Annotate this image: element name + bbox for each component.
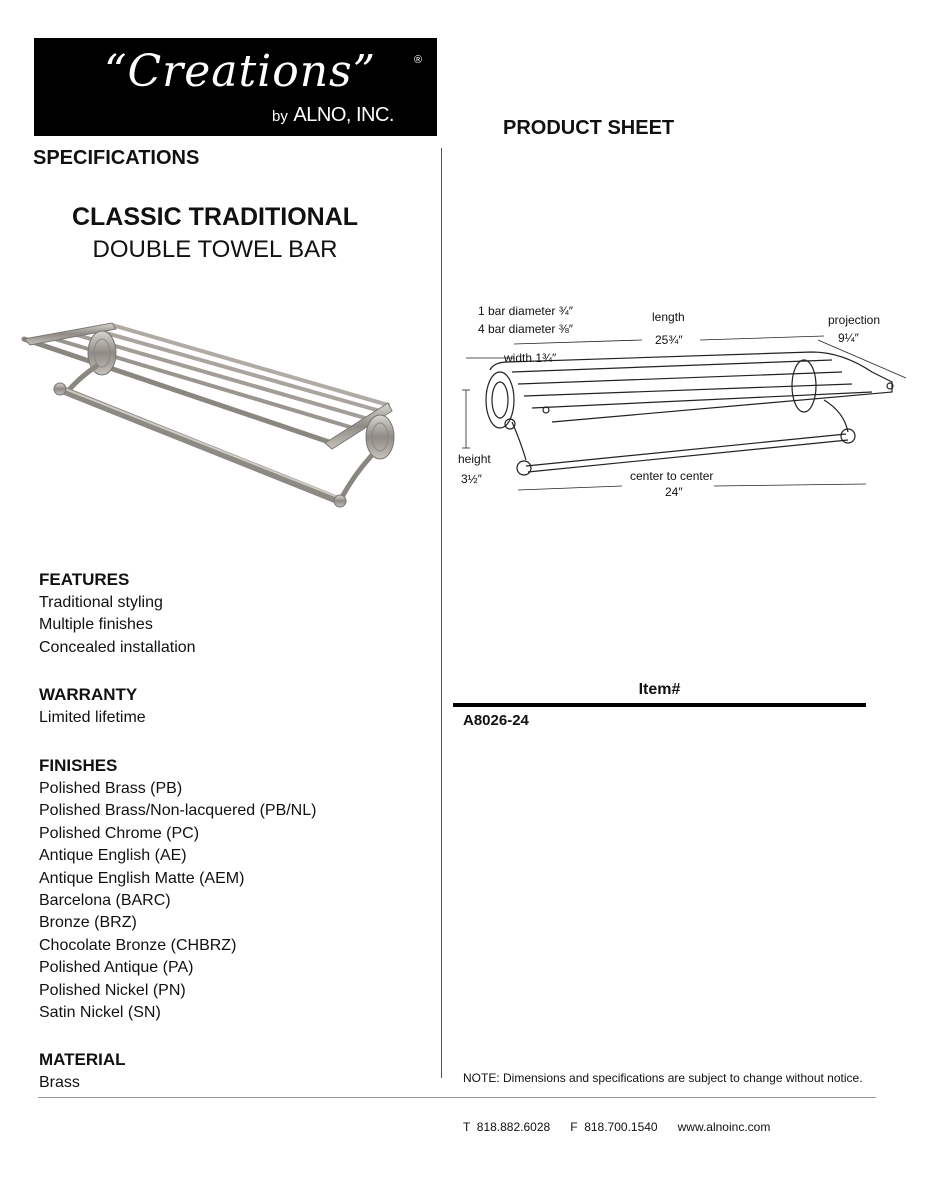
projection-value: 9¼″ <box>838 331 859 345</box>
feature-item: Multiple finishes <box>39 616 153 634</box>
bar4-diameter-label: 4 bar diameter ⅜″ <box>478 322 573 336</box>
warranty-heading: WARRANTY <box>39 685 138 704</box>
company-logo <box>34 38 437 136</box>
warranty-item: Limited lifetime <box>39 709 146 726</box>
finish-item: Chocolate Bronze (CHBRZ) <box>39 936 237 954</box>
features-section <box>39 568 196 659</box>
product-title: CLASSIC TRADITIONAL <box>71 203 359 231</box>
footer-divider <box>38 1097 876 1098</box>
dimension-diagram <box>452 300 922 510</box>
logo-company: ALNO, INC. <box>293 104 394 126</box>
finish-item: Bronze (BRZ) <box>39 914 137 932</box>
item-number-rule <box>453 703 866 707</box>
finishes-section <box>39 754 316 1024</box>
finish-item: Polished Brass (PB) <box>39 780 183 797</box>
finishes-heading: FINISHES <box>39 756 118 775</box>
feature-item: Concealed installation <box>39 638 196 656</box>
website-link[interactable]: www.alnoinc.com <box>677 1120 771 1134</box>
disclaimer-note: NOTE: Dimensions and specifications are subject to change without notice. <box>463 1071 863 1085</box>
logo-registered-mark: ® <box>414 54 423 66</box>
finish-item: Polished Brass/Non-lacquered (PB/NL) <box>39 802 317 820</box>
center-to-center-value: 24″ <box>665 485 683 499</box>
height-value: 3½″ <box>461 472 482 486</box>
logo-wordmark: “Creations” <box>104 46 377 97</box>
finish-item: Polished Antique (PA) <box>39 959 194 977</box>
material-heading: MATERIAL <box>39 1050 126 1069</box>
height-label: height <box>458 452 491 466</box>
vertical-divider <box>441 148 442 1078</box>
specifications-heading: SPECIFICATIONS <box>33 147 200 169</box>
logo-byline <box>272 104 394 127</box>
finish-item: Polished Nickel (PN) <box>39 981 186 999</box>
width-label: width 1¾″ <box>504 351 557 365</box>
fax-number: F 818.700.1540 <box>570 1120 658 1134</box>
item-number-code: A8026-24 <box>463 712 529 729</box>
length-label: length <box>652 310 685 324</box>
item-number-label: Item# <box>638 681 681 698</box>
material-section <box>39 1048 126 1094</box>
length-value: 25¾″ <box>655 333 683 347</box>
projection-label: projection <box>828 313 881 327</box>
finish-item: Polished Chrome (PC) <box>39 824 200 842</box>
features-heading: FEATURES <box>39 570 130 589</box>
center-to-center-label: center to center <box>630 469 714 483</box>
phone-number: T 818.882.6028 <box>463 1120 551 1134</box>
logo-by: by <box>272 108 288 125</box>
finish-item: Antique English (AE) <box>39 847 187 865</box>
finish-item: Barcelona (BARC) <box>39 892 171 910</box>
contact-footer <box>463 1120 770 1134</box>
product-photo <box>20 315 400 515</box>
feature-item: Traditional styling <box>39 594 163 611</box>
warranty-section <box>39 683 146 729</box>
product-subtitle: DOUBLE TOWEL BAR <box>92 236 338 263</box>
product-sheet-heading: PRODUCT SHEET <box>503 117 675 139</box>
finish-item: Antique English Matte (AEM) <box>39 869 245 887</box>
finish-item: Satin Nickel (SN) <box>39 1004 161 1022</box>
bar1-diameter-label: 1 bar diameter ¾″ <box>478 304 573 318</box>
material-item: Brass <box>39 1074 80 1091</box>
